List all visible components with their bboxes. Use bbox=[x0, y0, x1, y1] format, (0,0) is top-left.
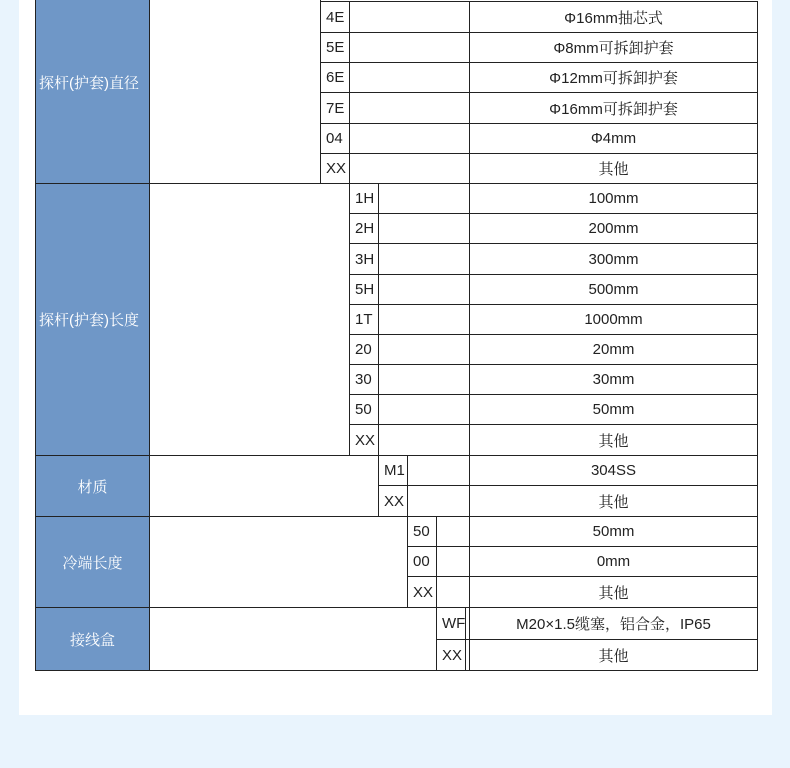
option-description: Φ4mm bbox=[469, 123, 758, 154]
option-description: 20mm bbox=[469, 334, 758, 365]
option-description: 50mm bbox=[469, 516, 758, 547]
option-description: 500mm bbox=[469, 274, 758, 305]
row-spacer bbox=[378, 364, 470, 395]
option-description: 其他 bbox=[469, 639, 758, 671]
section-spacer bbox=[149, 0, 321, 184]
section-label: 接线盒 bbox=[35, 607, 150, 671]
row-spacer bbox=[349, 32, 470, 63]
option-code: 00 bbox=[407, 546, 437, 577]
section-label: 探杆(护套)直径 bbox=[35, 0, 150, 184]
row-spacer bbox=[407, 455, 470, 486]
row-spacer bbox=[378, 334, 470, 365]
option-code: 04 bbox=[320, 123, 350, 154]
row-spacer bbox=[349, 1, 470, 33]
row-spacer bbox=[378, 243, 470, 275]
option-description: 其他 bbox=[469, 153, 758, 184]
section-spacer bbox=[149, 455, 379, 517]
option-description: 50mm bbox=[469, 394, 758, 425]
row-spacer bbox=[378, 394, 470, 425]
option-code: WF bbox=[436, 607, 466, 640]
option-code: XX bbox=[349, 424, 379, 456]
option-description: M20×1.5缆塞，铝合金，IP65 bbox=[469, 607, 758, 640]
row-spacer bbox=[407, 485, 470, 517]
option-description: 100mm bbox=[469, 183, 758, 214]
row-spacer bbox=[378, 424, 470, 456]
section-label: 材质 bbox=[35, 455, 150, 517]
option-code: 5H bbox=[349, 274, 379, 305]
section-spacer bbox=[149, 516, 408, 608]
option-description: 300mm bbox=[469, 243, 758, 275]
option-description: 200mm bbox=[469, 213, 758, 244]
option-code: 1T bbox=[349, 304, 379, 335]
row-spacer bbox=[436, 576, 470, 608]
row-spacer bbox=[436, 516, 470, 547]
option-description: 其他 bbox=[469, 485, 758, 517]
option-description: 其他 bbox=[469, 576, 758, 608]
row-spacer bbox=[349, 62, 470, 93]
option-code: 5E bbox=[320, 32, 350, 63]
option-code: 30 bbox=[349, 364, 379, 395]
option-code: 1H bbox=[349, 183, 379, 214]
option-code: XX bbox=[407, 576, 437, 608]
option-description: Φ12mm可拆卸护套 bbox=[469, 62, 758, 93]
section-label: 冷端长度 bbox=[35, 516, 150, 608]
row-spacer bbox=[378, 304, 470, 335]
option-code: XX bbox=[320, 153, 350, 184]
row-spacer bbox=[349, 92, 470, 124]
section-spacer bbox=[149, 607, 437, 671]
option-description: Φ16mm抽芯式 bbox=[469, 1, 758, 33]
option-code: 6E bbox=[320, 62, 350, 93]
option-description: 0mm bbox=[469, 546, 758, 577]
row-spacer bbox=[349, 123, 470, 154]
option-code: 3H bbox=[349, 243, 379, 275]
option-description: 其他 bbox=[469, 424, 758, 456]
option-description: Φ8mm可拆卸护套 bbox=[469, 32, 758, 63]
section-spacer bbox=[149, 183, 350, 456]
option-code: M1 bbox=[378, 455, 408, 486]
option-description: Φ16mm可拆卸护套 bbox=[469, 92, 758, 124]
option-description: 304SS bbox=[469, 455, 758, 486]
option-code: 50 bbox=[349, 394, 379, 425]
option-code: XX bbox=[436, 639, 466, 671]
row-spacer bbox=[436, 546, 470, 577]
row-spacer bbox=[378, 183, 470, 214]
option-code: 7E bbox=[320, 92, 350, 124]
option-code: 2H bbox=[349, 213, 379, 244]
row-spacer bbox=[378, 213, 470, 244]
option-code: XX bbox=[378, 485, 408, 517]
option-code: 4E bbox=[320, 1, 350, 33]
row-spacer bbox=[349, 153, 470, 184]
option-code: 20 bbox=[349, 334, 379, 365]
option-description: 1000mm bbox=[469, 304, 758, 335]
section-label: 探杆(护套)长度 bbox=[35, 183, 150, 456]
option-code: 50 bbox=[407, 516, 437, 547]
option-description: 30mm bbox=[469, 364, 758, 395]
row-spacer bbox=[378, 274, 470, 305]
